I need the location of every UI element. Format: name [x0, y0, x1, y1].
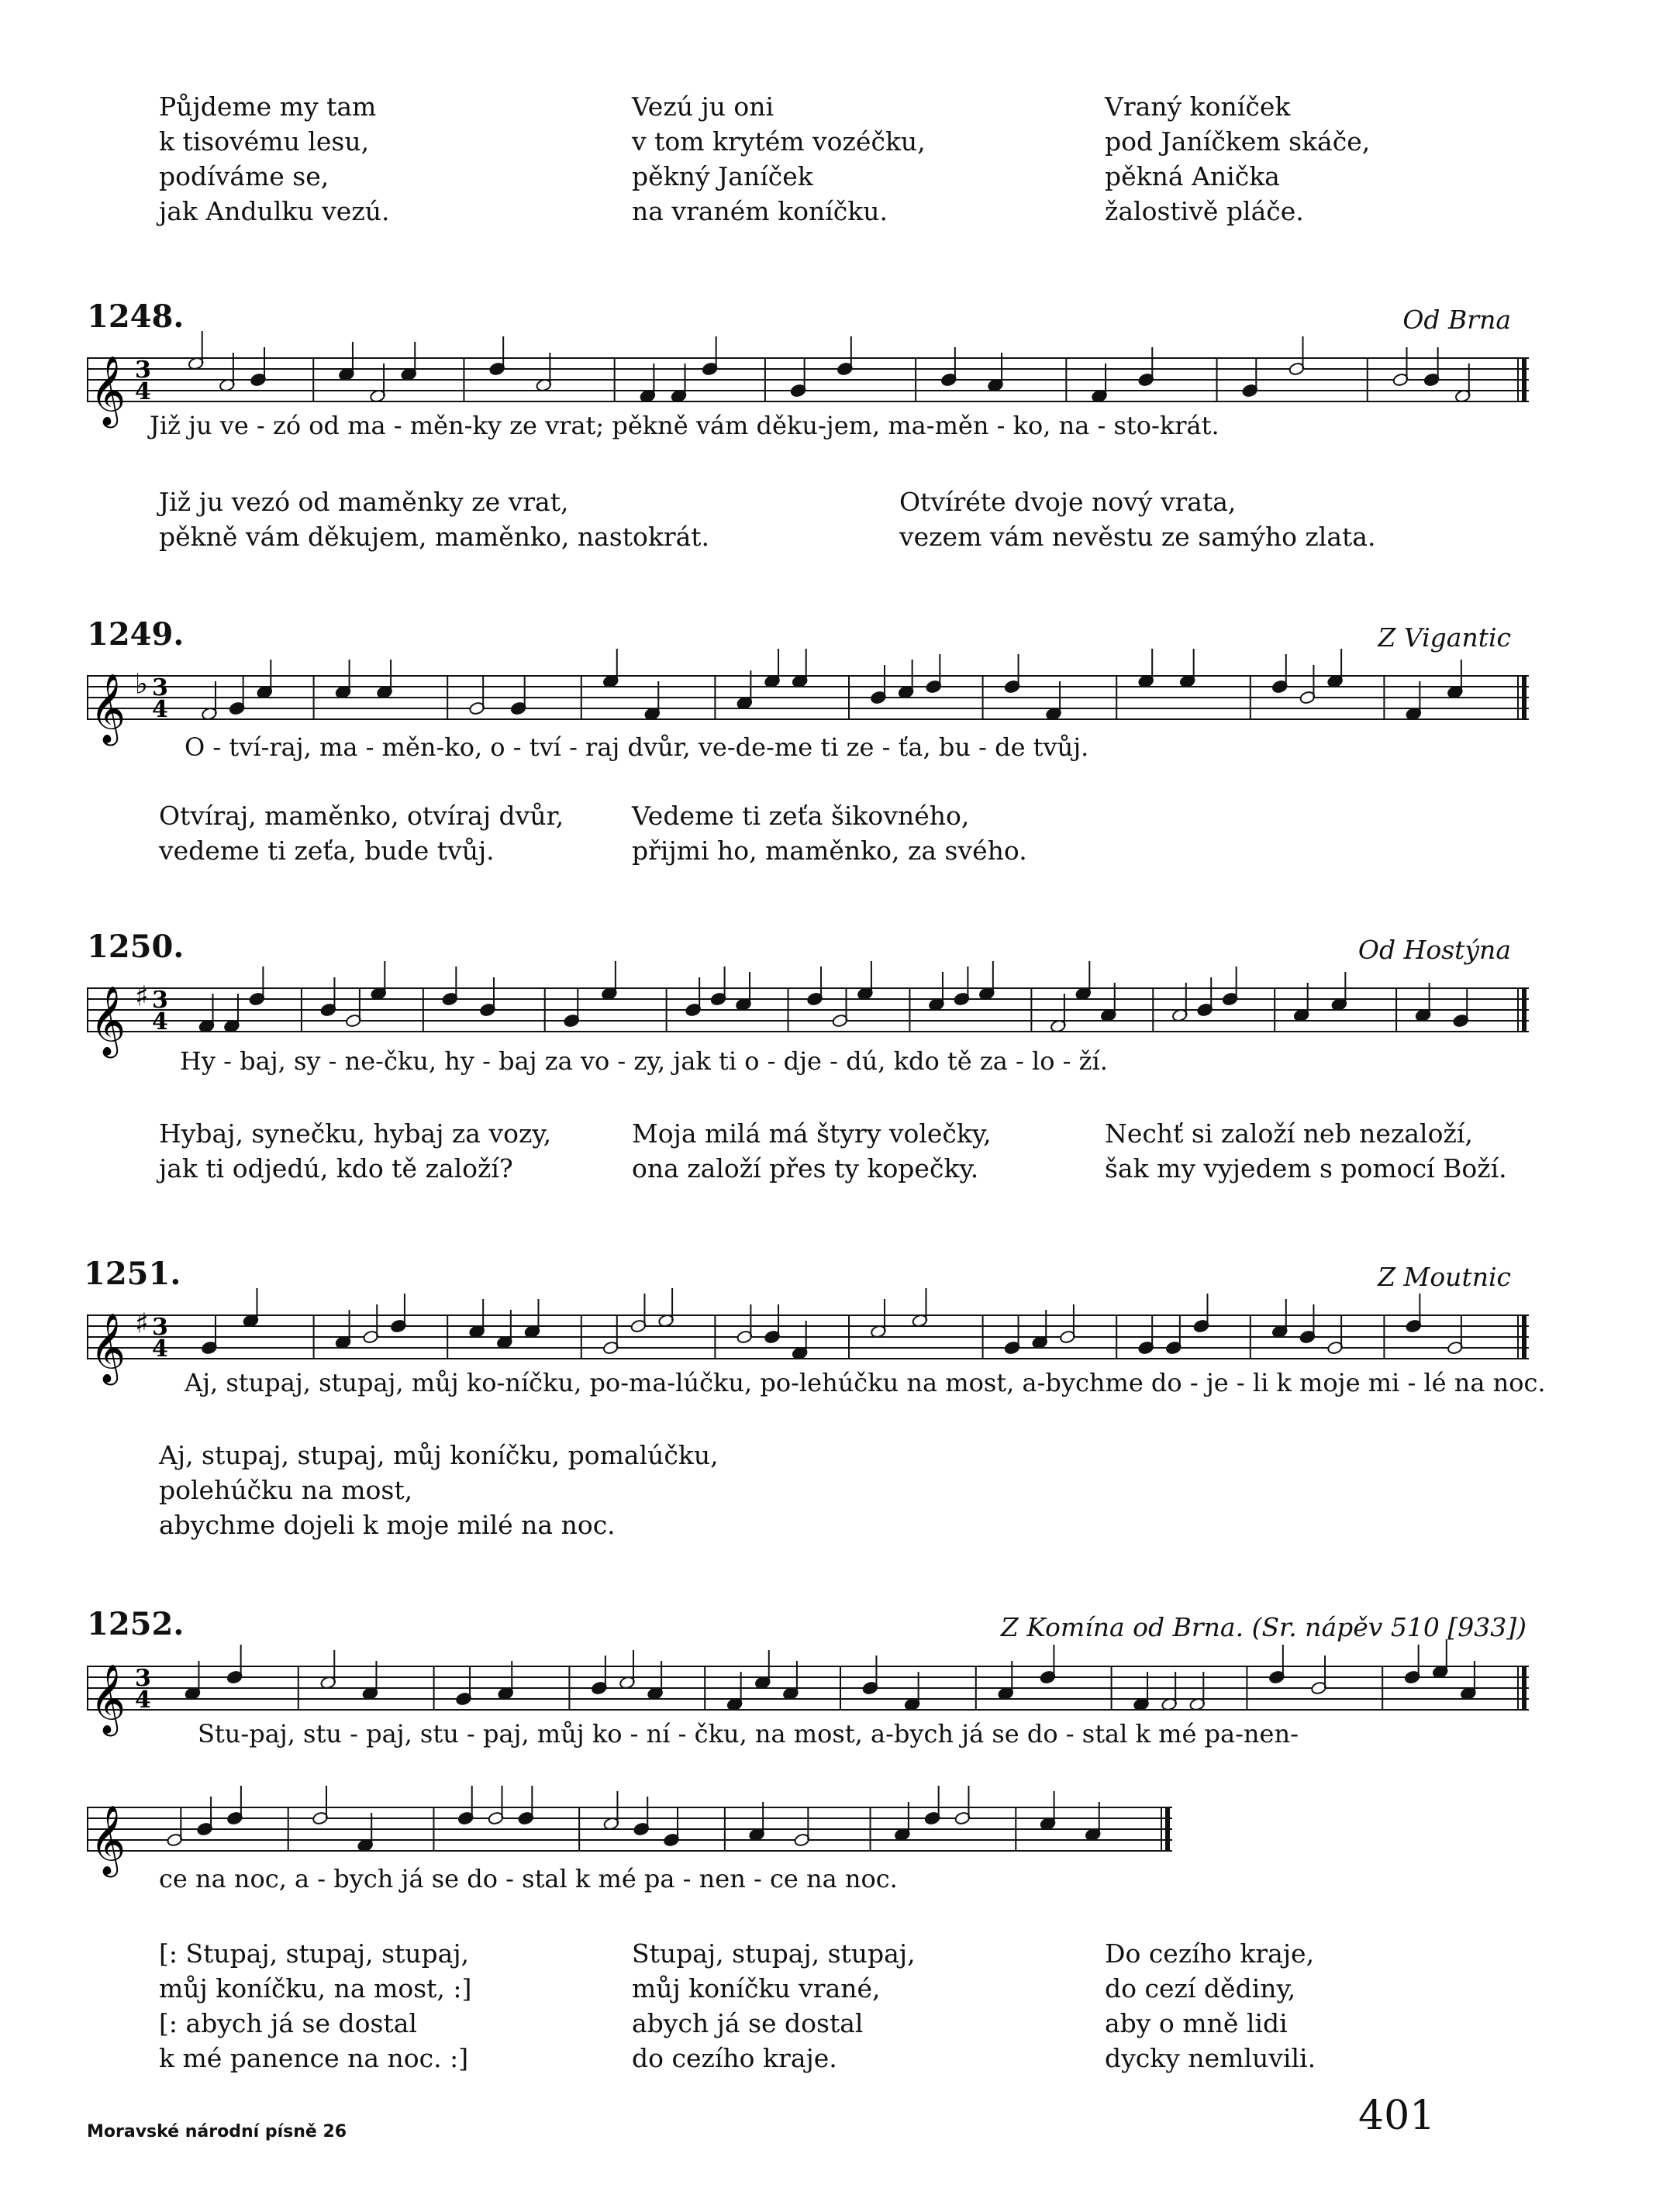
- song-origin: Z Moutnic: [1378, 1262, 1511, 1292]
- song-verse-1: [159, 1116, 551, 1186]
- treble-clef-icon: 𝄞: [90, 356, 126, 426]
- key-signature-icon: ♯: [135, 1308, 149, 1340]
- top-verse-2: [632, 89, 926, 229]
- song-verse-1: [159, 1936, 471, 2076]
- song-verse-1: [159, 484, 709, 554]
- song-origin: Z Vigantic: [1378, 622, 1511, 653]
- song-verse-2: [632, 798, 1027, 868]
- time-signature-bottom: 4: [152, 1008, 168, 1036]
- treble-clef-icon: 𝄞: [90, 674, 126, 743]
- verse-line: k tisovému lesu,: [159, 126, 370, 157]
- verse-line: Aj, stupaj, stupaj, můj koníčku, pomalúčku,: [159, 1440, 719, 1470]
- song-number: 1251.: [84, 1256, 181, 1292]
- song-origin: Od Hostýna: [1357, 935, 1511, 965]
- footer-source: Moravské národní písně 26: [87, 2122, 347, 2141]
- verse-line: žalostivě pláče.: [1105, 196, 1304, 226]
- song-number: 1249.: [87, 616, 185, 653]
- verse-line: dycky nemluvili.: [1105, 2043, 1316, 2073]
- time-signature-top: 3: [135, 1665, 151, 1693]
- verse-line: Vedeme ti zeťa šikovného,: [632, 801, 970, 831]
- verse-line: Moja milá má štyry volečky,: [632, 1118, 992, 1149]
- verse-line: Vezú ju oni: [632, 91, 774, 122]
- song-lyrics: O - tví-raj, ma - měn-ko, o - tví - raj dvůr, ve-de-me ti ze - ťa, bu - de tvůj.: [185, 732, 1089, 762]
- verse-line: na vraném koníčku.: [632, 196, 888, 226]
- song-verse-1: [159, 1438, 719, 1542]
- verse-line: jak ti odjedú, kdo tě založí?: [159, 1153, 513, 1184]
- verse-line: přijmi ho, maměnko, za svého.: [632, 836, 1027, 866]
- time-signature-top: 3: [152, 1314, 168, 1342]
- song-verse-3: [1105, 1116, 1507, 1186]
- key-signature-icon: ♯: [135, 980, 149, 1013]
- verse-line: Otvíréte dvoje nový vrata,: [899, 487, 1237, 517]
- verse-line: [: Stupaj, stupaj, stupaj,: [159, 1938, 470, 1969]
- top-verse-3: [1105, 89, 1370, 229]
- verse-line: [: abych já se dostal: [159, 2008, 417, 2038]
- verse-line: v tom krytém vozéčku,: [632, 126, 926, 157]
- verse-line: podíváme se,: [159, 161, 329, 191]
- time-signature-bottom: 4: [135, 378, 151, 406]
- song-verse-2: [632, 1116, 992, 1186]
- verse-line: do cezího kraje.: [632, 2043, 837, 2073]
- song-verse-2: [899, 484, 1375, 554]
- treble-clef-icon: 𝄞: [90, 1664, 126, 1734]
- song-number: 1248.: [87, 298, 185, 335]
- verse-line: pěkně vám děkujem, maměnko, nastokrát.: [159, 522, 710, 552]
- verse-line: do cezí dědiny,: [1105, 1973, 1296, 2004]
- song-origin: Od Brna: [1402, 305, 1511, 335]
- song-verse-2: [632, 1936, 916, 2076]
- page-number: 401: [1358, 2093, 1436, 2139]
- song-lyrics: Aj, stupaj, stupaj, můj ko-níčku, po-ma-lúčku, po-lehúčku na most, a-bychme do - je - li k moje mi - lé na noc.: [185, 1368, 1546, 1397]
- treble-clef-icon: 𝄞: [90, 1313, 126, 1383]
- verse-line: vedeme ti zeťa, bude tvůj.: [159, 836, 495, 866]
- time-signature-top: 3: [135, 357, 151, 384]
- verse-line: Nechť si založí neb nezaloží,: [1105, 1118, 1473, 1149]
- verse-line: pěkná Anička: [1105, 161, 1280, 191]
- verse-line: Vraný koníček: [1105, 91, 1291, 122]
- song-number: 1250.: [87, 929, 185, 965]
- music-staff: [87, 659, 1529, 744]
- verse-line: abych já se dostal: [632, 2008, 864, 2038]
- verse-line: vezem vám nevěstu ze samýho zlata.: [899, 522, 1376, 552]
- song-lyrics: Stu-paj, stu - paj, stu - paj, můj ko - ní - čku, na most, a-bych já se do - stal k mé pa-nen-: [198, 1719, 1299, 1749]
- time-signature-top: 3: [152, 674, 168, 702]
- verse-line: Hybaj, synečku, hybaj za vozy,: [159, 1118, 552, 1149]
- song-origin: Z Komína od Brna. (Sr. nápěv 510 [933]): [1000, 1612, 1526, 1642]
- song-lyrics: ce na noc, a - bych já se do - stal k mé pa - nen - ce na noc.: [159, 1864, 898, 1893]
- verse-line: jak Andulku vezú.: [159, 196, 390, 226]
- verse-line: abychme dojeli k moje milé na noc.: [159, 1510, 616, 1540]
- verse-line: Otvíraj, maměnko, otvíraj dvůr,: [159, 801, 564, 831]
- time-signature-bottom: 4: [152, 1335, 168, 1363]
- verse-line: můj koníčku, na most, :]: [159, 1973, 472, 2004]
- verse-line: k mé panence na noc. :]: [159, 2043, 469, 2073]
- verse-line: ona založí přes ty kopečky.: [632, 1153, 979, 1184]
- song-lyrics: Hy - baj, sy - ne-čku, hy - baj za vo - zy, jak ti o - dje - dú, kdo tě za - lo - ží.: [180, 1046, 1108, 1076]
- treble-clef-icon: 𝄞: [90, 986, 126, 1056]
- verse-line: Již ju vezó od maměnky ze vrat,: [159, 487, 569, 517]
- verse-line: šak my vyjedem s pomocí Boží.: [1105, 1153, 1507, 1184]
- song-verse-1: [159, 798, 564, 868]
- song-verse-3: [1105, 1936, 1316, 2076]
- music-staff: [87, 1790, 1172, 1876]
- top-verse-1: [159, 89, 389, 229]
- time-signature-bottom: 4: [152, 696, 168, 724]
- key-signature-icon: ♭: [135, 668, 148, 701]
- verse-line: polehúčku na most,: [159, 1475, 413, 1505]
- time-signature-top: 3: [152, 987, 168, 1015]
- verse-line: aby o mně lidi: [1105, 2008, 1288, 2038]
- verse-line: Půjdeme my tam: [159, 91, 377, 122]
- verse-line: pěkný Janíček: [632, 161, 813, 191]
- verse-line: Stupaj, stupaj, stupaj,: [632, 1938, 916, 1969]
- treble-clef-icon: 𝄞: [90, 1805, 126, 1875]
- song-lyrics: Již ju ve - zó od ma - měn-ky ze vrat; pěkně vám děku-jem, ma-měn - ko, na - sto-krát.: [150, 411, 1219, 440]
- verse-line: můj koníčku vrané,: [632, 1973, 881, 2004]
- music-staff: [87, 971, 1529, 1056]
- song-number: 1252.: [87, 1606, 185, 1642]
- time-signature-bottom: 4: [135, 1687, 151, 1714]
- verse-line: Do cezího kraje,: [1105, 1938, 1315, 1969]
- verse-line: pod Janíčkem skáče,: [1105, 126, 1371, 157]
